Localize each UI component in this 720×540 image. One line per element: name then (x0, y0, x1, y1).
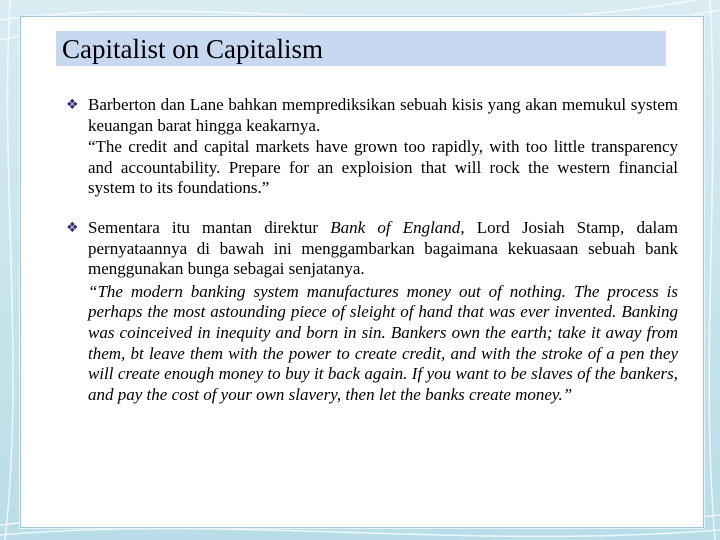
slide-card (20, 16, 704, 528)
diamond-bullet-icon: ❖ (66, 97, 79, 113)
bullet-text-2 (88, 218, 678, 280)
slide-title: Capitalist on Capitalism (62, 34, 323, 64)
bullet-text-2-start: Sementara itu mantan direktur (88, 217, 331, 237)
bank-of-england-emphasis: Bank of England (330, 217, 461, 237)
bullet-text-1: Barberton dan Lane bahkan memprediksikan sebuah kisis yang akan memukul system keuangan barat hingga keakarnya. (88, 95, 678, 135)
bullet-text-2-end: , Lord Josiah Stamp, dalam pernyataannya di bawah ini menggambarkan bagaimana kekuasaan sebuah bank menggunakan bunga sebagai senjatanya. (88, 217, 679, 279)
title-bar (56, 31, 666, 66)
diamond-bullet-icon: ❖ (66, 219, 79, 236)
quote-1: “The credit and capital markets have grown too rapidly, with too little transparency and accountability. Prepare for an exploision that will rock the western financial system to its foundations.” (88, 137, 678, 198)
bullet-item-2 (66, 218, 678, 405)
slide-content (66, 95, 678, 405)
bullet-item-1 (66, 95, 678, 199)
quote-2: “The modern banking system manufactures money out of nothing. The process is perhaps the most astounding piece of sleight of hand that was ever invented. Banking was coinceived in inequity and born in sin. Bankers own the earth; take it away from them, bt leave them with the power to create credit, and with the stroke of a pen they will create enough money to buy it back again. If you want to be slaves of the bankers, and pay the cost of your own slavery, then let the banks create money.” (88, 281, 678, 404)
